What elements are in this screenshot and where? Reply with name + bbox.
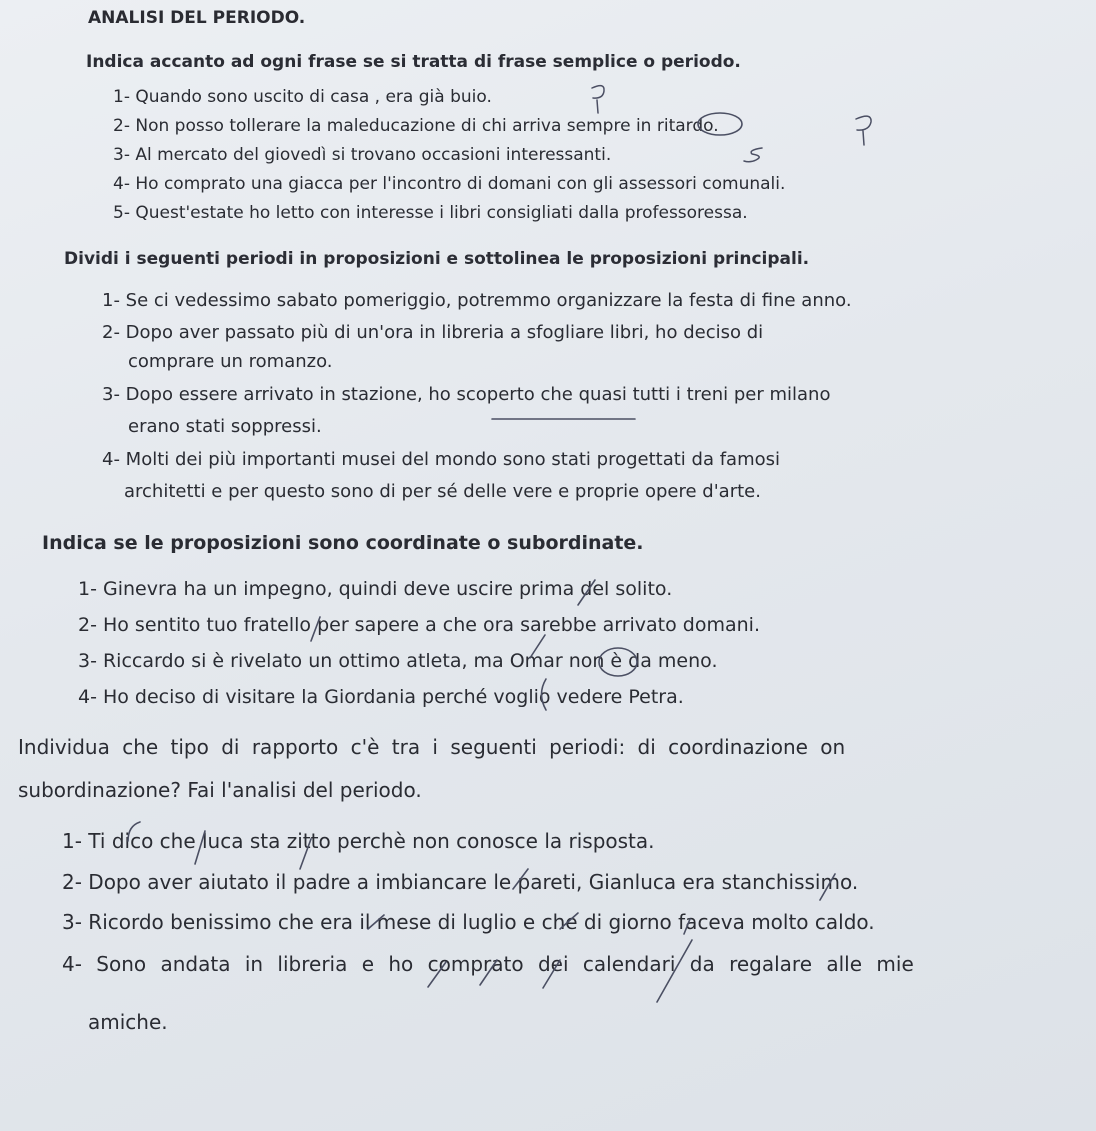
section3-item-4: 4- Ho deciso di visitare la Giordania perché voglio vedere Petra. — [78, 686, 684, 708]
section4-instruction-line-1: Individua che tipo di rapporto c'è tra i seguenti periodi: di coordinazione on — [18, 735, 846, 759]
section2-item-2-line-1 — [102, 322, 982, 343]
section2-item-2-line-2: comprare un romanzo. — [128, 351, 333, 372]
section4-instruction-line-2: subordinazione? Fai l'analisi del periodo. — [18, 778, 422, 802]
section2-item-1: 1- Se ci vedessimo sabato pomeriggio, potremmo organizzare la festa di fine anno. — [102, 290, 852, 311]
section1-item-3: 3- Al mercato del giovedì si trovano occasioni interessanti. — [113, 145, 612, 165]
section1-item-1: 1- Quando sono uscito di casa , era già buio. — [113, 87, 492, 107]
section4-item-3: 3- Ricordo benissimo che era il mese di luglio e che di giorno faceva molto caldo. — [62, 910, 875, 934]
handwritten-letter — [592, 86, 604, 113]
section3-instruction: Indica se le proposizioni sono coordinate o subordinate. — [42, 532, 644, 554]
section1-item-4: 4- Ho comprato una giacca per l'incontro di domani con gli assessori comunali. — [113, 174, 786, 194]
section1-item-2: 2- Non posso tollerare la maleducazione di chi arriva sempre in ritardo. — [113, 116, 719, 136]
handwritten-letter — [744, 148, 762, 162]
section2-instruction: Dividi i seguenti periodi in proposizioni e sottolinea le proposizioni principali. — [64, 249, 810, 269]
section1-item-5: 5- Quest'estate ho letto con interesse i libri consigliati dalla professoressa. — [113, 203, 748, 223]
section4-item-2: 2- Dopo aver aiutato il padre a imbiancare le pareti, Gianluca era stanchissimo. — [62, 870, 859, 894]
section2-item-4-line-2: architetti e per questo sono di per sé delle vere e proprie opere d'arte. — [124, 481, 761, 502]
section3-item-3: 3- Riccardo si è rivelato un ottimo atleta, ma Omar non è da meno. — [78, 650, 718, 672]
page-title: ANALISI DEL PERIODO. — [88, 8, 306, 28]
section2-item-3-line-1: 3- Dopo essere arrivato in stazione, ho scoperto che quasi tutti i treni per milano — [102, 384, 831, 405]
section4-item-4-line-1: 4- Sono andata in libreria e ho comprato dei calendari da regalare alle mie — [62, 952, 914, 976]
handwritten-letter — [856, 116, 871, 145]
section4-item-4-line-2: amiche. — [88, 1010, 168, 1034]
section1-instruction: Indica accanto ad ogni frase se si tratta di frase semplice o periodo. — [86, 52, 741, 72]
section2-item-2-text: 2- Dopo aver passato più di un'ora in libreria a sfogliare libri, ho deciso di — [102, 322, 764, 343]
section2-item-4-line-1: 4- Molti dei più importanti musei del mondo sono stati progettati da famosi — [102, 449, 780, 470]
section4-item-1: 1- Ti dico che luca sta zitto perchè non conosce la risposta. — [62, 829, 655, 853]
section2-item-3-line-2: erano stati soppressi. — [128, 416, 322, 437]
section3-item-2: 2- Ho sentito tuo fratello per sapere a che ora sarebbe arrivato domani. — [78, 614, 760, 636]
section3-item-1: 1- Ginevra ha un impegno, quindi deve uscire prima del solito. — [78, 578, 673, 600]
